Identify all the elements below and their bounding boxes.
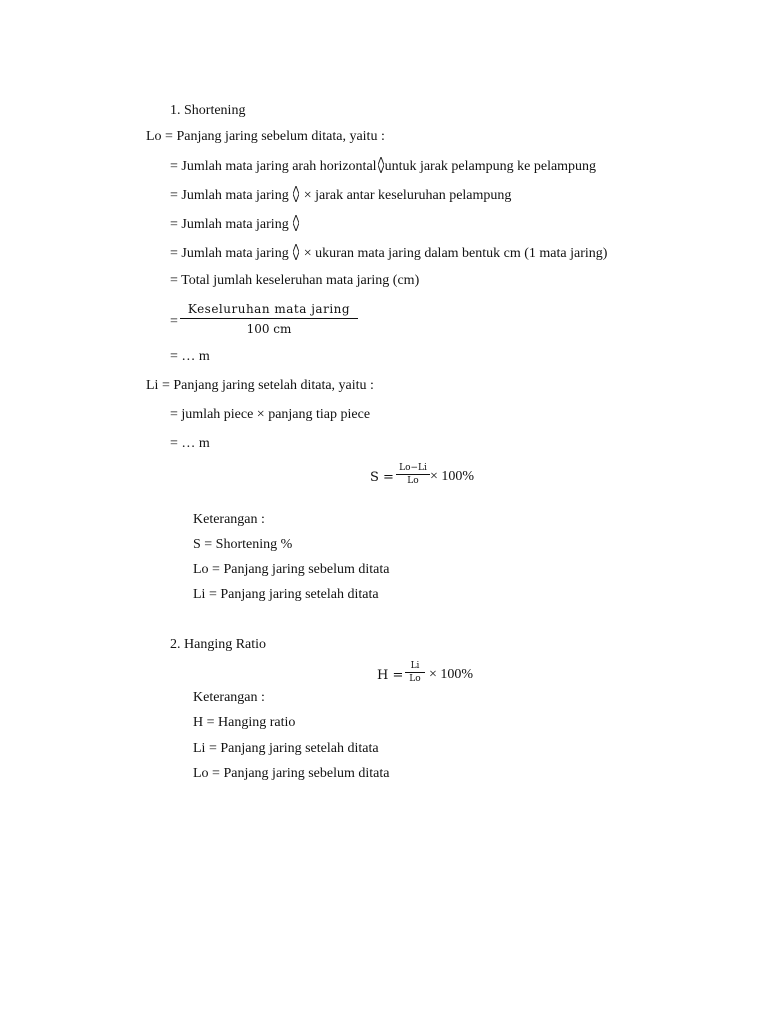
lo-step-2-text-b: × jarak antar keseluruhan pelampung [303, 188, 512, 203]
lo-step-2 [170, 186, 511, 204]
lo-step-3-text: = Jumlah mata jaring [170, 217, 289, 232]
lo-result: = … m [170, 349, 210, 364]
notes-title-1: Keterangan : [193, 512, 265, 527]
fraction-bar [180, 318, 358, 319]
li-result: = … m [170, 436, 210, 451]
shortening-formula-numerator: Lo−Li [399, 463, 427, 473]
lo-definition: Lo = Panjang jaring sebelum ditata, yaitu : [146, 129, 385, 144]
lo-step-1 [170, 157, 596, 175]
note-item: Lo = Panjang jaring sebelum ditata [193, 766, 390, 781]
fraction-denominator: 100 cm [246, 322, 292, 336]
note-item: Li = Panjang jaring setelah ditata [193, 741, 379, 756]
fraction-equals: = [170, 314, 178, 329]
lo-step-1-text-a: = Jumlah mata jaring arah horizontal [170, 159, 377, 174]
note-item: Lo = Panjang jaring sebelum ditata [193, 562, 390, 577]
section-heading-hanging-ratio: 2. Hanging Ratio [170, 637, 267, 652]
lo-step-1-text-b: untuk jarak pelampung ke pelampung [384, 159, 597, 174]
shortening-formula-rhs: × 100% [430, 469, 475, 484]
notes-title-2: Keterangan : [193, 690, 265, 705]
hanging-formula-rhs: × 100% [429, 667, 474, 682]
placeholder-box-icon [378, 157, 384, 173]
note-item: S = Shortening % [193, 537, 293, 552]
note-item: Li = Panjang jaring setelah ditata [193, 587, 379, 602]
fraction-numerator: Keseluruhan mata jaring [187, 302, 351, 316]
note-item: H = Hanging ratio [193, 715, 296, 730]
lo-step-3 [170, 215, 300, 233]
hanging-formula-numerator: Li [410, 661, 420, 671]
fraction-bar [405, 672, 425, 673]
fraction-bar [396, 474, 430, 475]
lo-step-4-text-b: × ukuran mata jaring dalam bentuk cm (1 mata jaring) [303, 246, 608, 261]
placeholder-box-icon [293, 215, 299, 231]
lo-step-2-text-a: = Jumlah mata jaring [170, 188, 289, 203]
shortening-formula-fraction [396, 463, 430, 486]
section-heading-shortening: 1. Shortening [170, 103, 246, 118]
li-step-1: = jumlah piece × panjang tiap piece [170, 407, 371, 422]
shortening-formula-denominator: Lo [407, 476, 419, 486]
li-definition: Li = Panjang jaring setelah ditata, yaitu : [146, 378, 374, 393]
placeholder-box-icon [293, 244, 299, 260]
lo-step-4-text-a: = Jumlah mata jaring [170, 246, 289, 261]
placeholder-box-icon [293, 186, 299, 202]
lo-step-4 [170, 244, 607, 262]
shortening-formula-lhs: S = [370, 470, 394, 485]
hanging-formula-fraction [405, 661, 425, 684]
hanging-formula-denominator: Lo [409, 674, 421, 684]
fraction-keseluruhan [180, 303, 358, 335]
hanging-formula-lhs: H = [377, 668, 404, 683]
lo-step-5: = Total jumlah keseleruhan mata jaring (cm) [170, 273, 420, 288]
